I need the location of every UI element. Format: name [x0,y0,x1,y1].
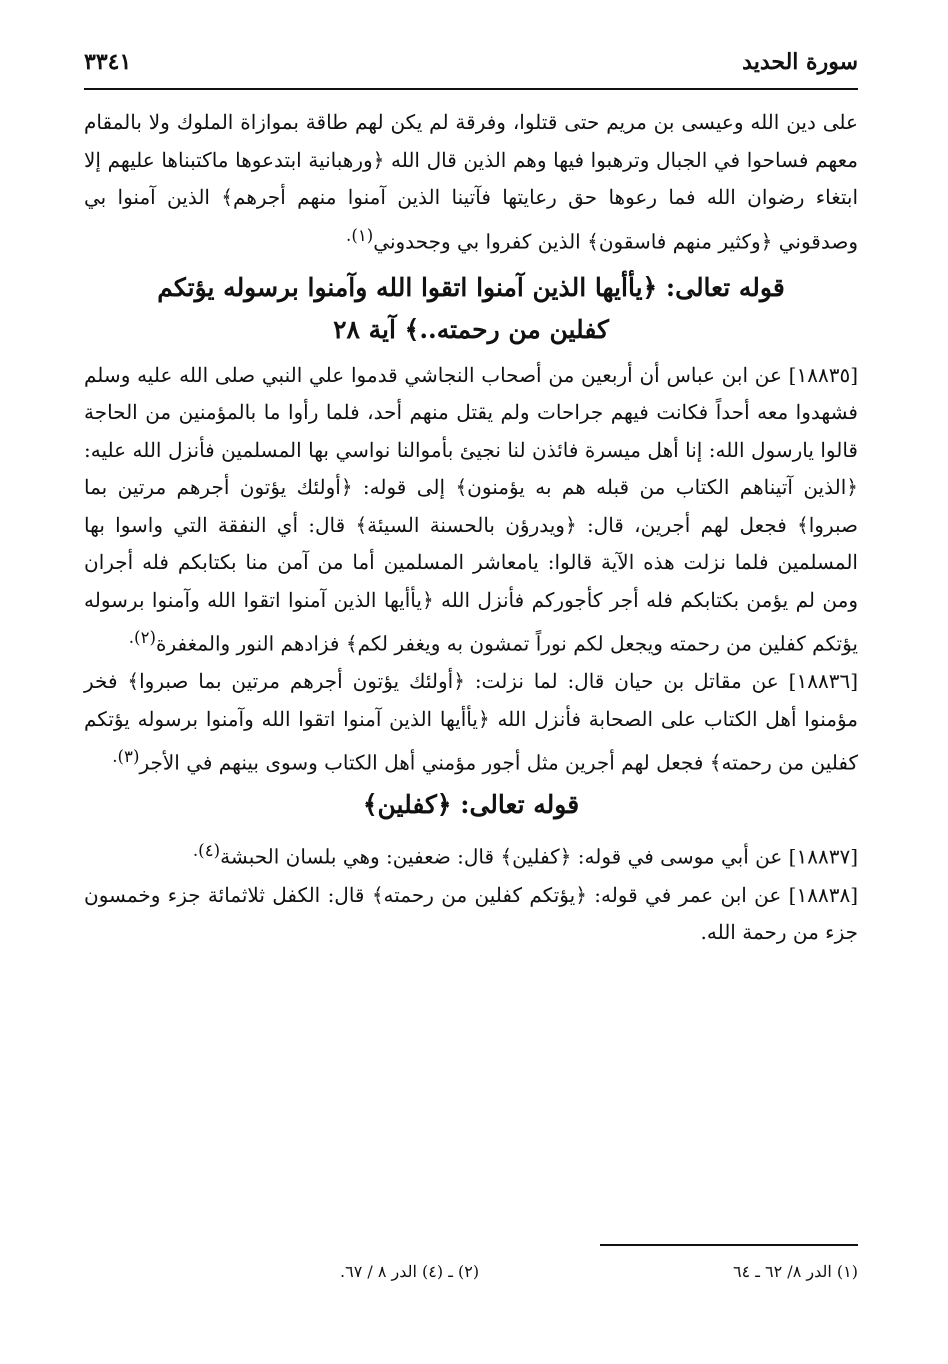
entry-text: عن مقاتل بن حيان قال: لما نزلت: ﴿أولئك يؤتون أجرهم مرتين بما صبروا﴾ فخر مؤمنوا أهل الكتاب على الصحابة فأنزل الله ﴿يأأيها الذين آمنوا اتقوا الله وآمنوا برسوله يؤتكم كفلين من رحمته﴾ فجعل لهم أجرين مثل أجور مؤمني أهل الكتاب وسوى بينهم في الأجر [84,669,858,775]
section-heading-verse-28: قوله تعالى: ﴿يأأيها الذين آمنوا اتقوا الله وآمنوا برسوله يؤتكم كفلين من رحمته..﴾ آية ٢٨ [157,272,785,344]
hadith-entry-18837 [84,832,858,876]
entry-number: [١٨٨٣٦] [788,669,858,694]
header-rule [84,88,858,90]
footnote-ref: (١). [346,225,374,245]
entry-text: عن ابن عمر في قوله: ﴿يؤتكم كفلين من رحمته﴾ قال: الكفل ثلاثمائة جزء وخمسون جزء من رحمة الله. [84,882,858,945]
page-header [84,40,858,84]
entry-number: [١٨٨٣٥] [788,362,858,387]
entry-number: [١٨٨٣٧] [788,845,858,870]
hadith-entry-18835 [84,357,858,664]
footnote-rule [600,1244,858,1246]
hadith-entry-18838 [84,877,858,952]
footnote-2-4: (٢) ـ (٤) الدر ٨ / ٦٧. [340,1262,480,1281]
hadith-entry-18836 [84,663,858,782]
section-heading-kiflayn: قوله تعالى: ﴿كفلين﴾ [362,790,580,820]
intro-paragraph: على دين الله وعيسى بن مريم حتى قتلوا، وفرقة لم يكن لهم طاقة بموازاة الملوك ولا بالمقام معهم فساحوا في الجبال وترهبوا فيها وهم الذين قال الله ﴿ورهبانية ابتدعوها ماكتبناها عليهم إلا ابتغاء رضوان الله فما رعوها حق رعايتها فآتينا الذين آمنوا منهم أجرهم﴾ الذين آمنوا بي وصدقوني ﴿وكثير منهم فاسقون﴾ الذين كفروا بي وجحدوني$^{(١).}$ [84,110,858,254]
entry-text: عن ابن عباس أن أربعين من أصحاب النجاشي قدموا علي النبي صلى الله عليه وسلم فشهدوا معه أحداً فكانت فيهم جراحات ولم يقتل منهم أحد، فلما رأوا ما بالمؤمنين من الحاجة قالوا يارسول الله: إنا أهل ميسرة فائذن لنا نجيئ بأموالنا نواسي بها المسلمين فأنزل الله عليه: ﴿الذين آتيناهم الكتاب من قبله هم به يؤمنون﴾ إلى قوله: ﴿أولئك يؤتون أجرهم مرتين بما صبروا﴾ فجعل لهم أجرين، قال: ﴿ويدرؤن بالحسنة السيئة﴾ قال: أي النفقة التي واسوا بها المسلمين فلما نزلت هذه الآية قالوا: يامعاشر المسلمين أما من آمن منا بكتابكم فله أجران ومن لم يؤمن بكتابكم فله أجر كأجوركم فأنزل الله ﴿يأأيها الذين آمنوا اتقوا الله وآمنوا برسوله يؤتكم كفلين من رحمته ويجعل لكم نوراً تمشون به ويغفر لكم﴾ فزادهم النور والمغفرة [84,362,858,656]
page-body [84,104,858,952]
page-number: ٣٣٤١ [84,49,132,75]
footnote-ref: (٣). [112,747,140,767]
footnote-1: (١) الدر ٨/ ٦٢ ـ ٦٤ [732,1262,858,1281]
footnotes [340,1262,858,1281]
surah-title: سورة الحديد [742,49,858,75]
footnote-ref: (٤). [192,841,221,861]
entry-text: عن أبي موسى في قوله: ﴿كفلين﴾ قال: ضعفين: وهي بلسان الحبشة [220,845,783,870]
entry-number: [١٨٨٣٨] [788,882,859,907]
footnote-ref: (٢). [128,628,157,648]
